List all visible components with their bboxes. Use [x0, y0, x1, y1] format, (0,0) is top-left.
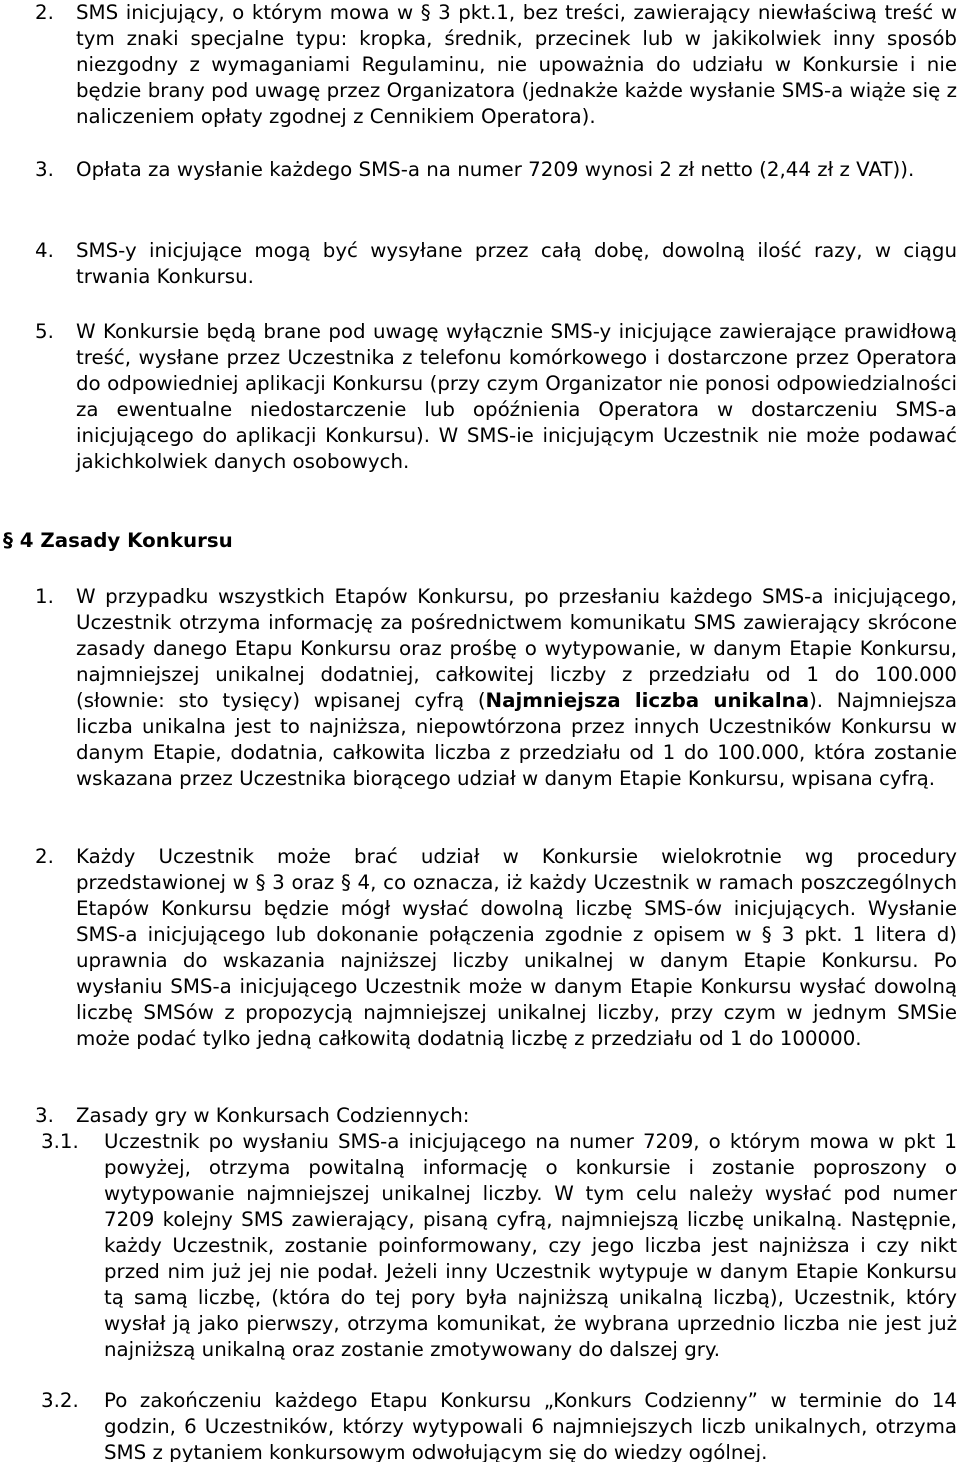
item-text: Zasady gry w Konkursach Codziennych: [76, 1104, 470, 1127]
section4-subitem-3-2 [0, 1388, 960, 1462]
section4-subitem-3-1 [0, 1129, 960, 1363]
item-text-after: ). Najmniejsza liczba unikalna jest to najniższa, niepowtórzona przez innych Uczestników Konkursu w danym Etapie, dodatnia, całkowita liczba z przedziału od 1 do 100.000, która zostanie wskazana przez Uczestnika biorącego udział w danym Etapie Konkursu, wpisana cyfrą. [76, 689, 957, 790]
item-text: Opłata za wysłanie każdego SMS-a na numer 7209 wynosi 2 zł netto (2,44 zł z VAT)). [76, 158, 915, 181]
section4-heading: § 4 Zasady Konkursu [3, 529, 233, 552]
item-number: 2. [35, 845, 54, 868]
item-text: SMS inicjujący, o którym mowa w § 3 pkt.1, bez treści, zawierający niewłaściwą treść w tym znaki specjalne typu: kropka, średnik, przecinek lub w jakikolwiek inny sposób niezgodny z wymaganiami Regulaminu, nie upoważnia do udziału w Konkursie i nie będzie brany pod uwagę przez Organizatora (jednakże każde wysłanie SMS-a wiąże się z naliczeniem opłaty zgodnej z Cennikiem Operatora). [76, 1, 957, 128]
section3-item-2 [0, 0, 960, 130]
item-text: W Konkursie będą brane pod uwagę wyłącznie SMS-y inicjujące zawierające prawidłową treść, wysłane przez Uczestnika z telefonu komórkowego i dostarczone przez Operatora do odpowiedniej aplikacji Konkursu (przy czym Organizator nie ponosi odpowiedzialności za ewentualne niedostarczenie lub opóźnienia Operatora w dostarczeniu SMS-a inicjującego do aplikacji Konkursu). W SMS-ie inicjującym Uczestnik nie może podawać jakichkolwiek danych osobowych. [76, 320, 957, 473]
section3-item-5 [0, 319, 960, 475]
item-number: 3. [35, 158, 54, 181]
item-number: 2. [35, 1, 54, 24]
item-number: 4. [35, 239, 54, 262]
item-text-before: W przypadku wszystkich Etapów Konkursu, po przesłaniu każdego SMS-a inicjującego, Uczestnik otrzyma informację za pośrednictwem komunikatu SMS zawierający skrócone zasady danego Etapu Konkursu oraz prośbę o wytypowanie, w danym Etapie Konkursu, najmniejszej unikalnej dodatniej, całkowitej liczby z przedziału od 1 do 100.000 (słownie: sto tysięcy) wpisanej cyfrą ( [76, 585, 957, 712]
section4-item-3 [0, 1103, 469, 1129]
section4-item-1 [0, 584, 960, 792]
subitem-text: Po zakończeniu każdego Etapu Konkursu „Konkurs Codzienny” w terminie do 14 godzin, 6 Uczestników, którzy wytypowali 6 najmniejszych liczb unikalnych, otrzyma SMS z pytaniem konkursowym odwołującym się do wiedzy ogólnej. [104, 1389, 957, 1462]
subitem-text: Uczestnik po wysłaniu SMS-a inicjującego na numer 7209, o którym mowa w pkt 1 powyżej, otrzyma powitalną informację o konkursie i zostanie poproszony o wytypowanie najmniejszej unikalnej liczby. W tym celu należy wysłać pod numer 7209 kolejny SMS zawierający, pisaną cyfrą, najmniejszą liczbę unikalną. Następnie, każdy Uczestnik, zostanie poinformowany, czy jego liczba jest najniższa i czy nikt przed nim już jej nie podał. Jeżeli inny Uczestnik wytypuje w danym Etapie Konkursu tą samą liczbę, (która do tej pory była najniższą unikalną liczbą), Uczestnik, który wysłał ją jako pierwszy, otrzyma komunikat, że wybrana uprzednio liczba nie jest już najniższą unikalną oraz zostanie zmotywowany do dalszej gry. [104, 1130, 957, 1361]
item-text: SMS-y inicjujące mogą być wysyłane przez całą dobę, dowolną ilość razy, w ciągu trwania Konkursu. [76, 239, 957, 288]
section4-item-2 [0, 844, 960, 1052]
subitem-number: 3.2. [41, 1389, 79, 1412]
item-text-bold: Najmniejsza liczba unikalna [485, 689, 810, 712]
item-number: 5. [35, 320, 54, 343]
item-text: Każdy Uczestnik może brać udział w Konkursie wielokrotnie wg procedury przedstawionej w § 3 oraz § 4, co oznacza, iż każdy Uczestnik w ramach poszczególnych Etapów Konkursu będzie mógł wysłać dowolną liczbę SMS-ów inicjujących. Wysłanie SMS-a inicjującego lub dokonanie połączenia zgodnie z opisem w § 3 pkt. 1 litera d) uprawnia do wskazania najniższej liczby unikalnej w danym Etapie Konkursu. Po wysłaniu SMS-a inicjującego Uczestnik może w danym Etapie Konkursu wysłać dowolną liczbę SMSów z propozycją najmniejszej unikalnej liczby, przy czym w jednym SMSie może podać tylko jedną całkowitą dodatnią liczbę z przedziału od 1 do 100000. [76, 845, 957, 1050]
item-number: 3. [35, 1104, 54, 1127]
subitem-number: 3.1. [41, 1130, 79, 1153]
section3-item-4 [0, 238, 960, 290]
section3-item-3 [0, 157, 960, 183]
item-number: 1. [35, 585, 54, 608]
